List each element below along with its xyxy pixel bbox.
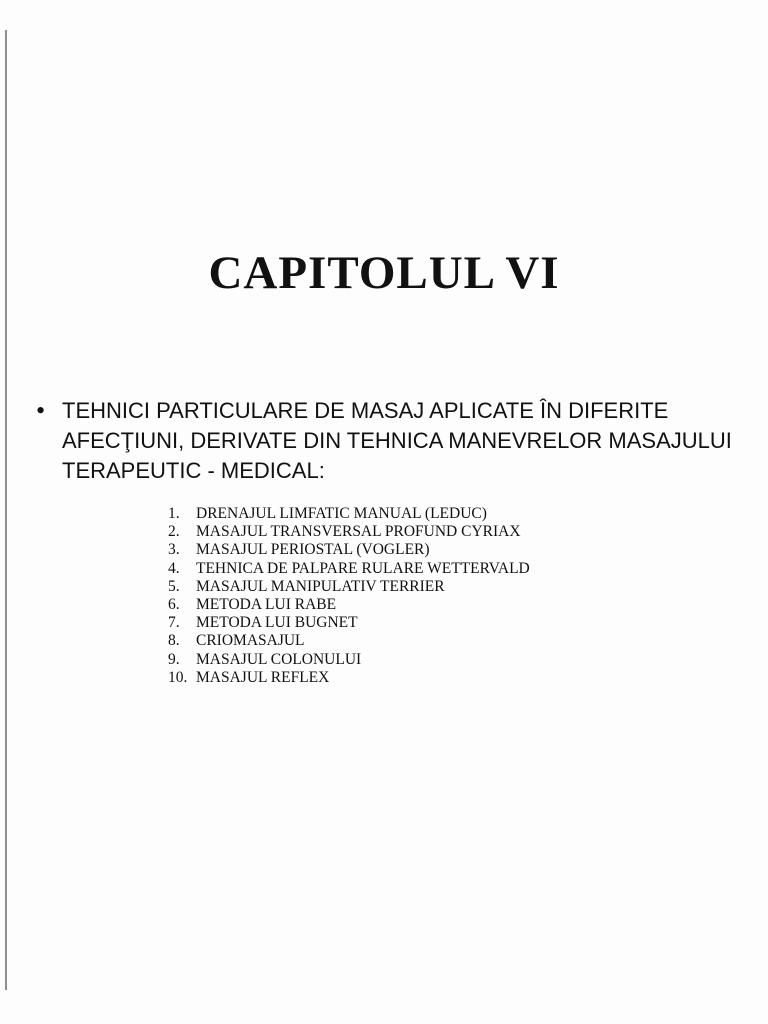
list-item [168,505,530,523]
intro-paragraph [34,396,734,486]
list-item-number: 3. [168,541,180,559]
list-item-number: 2. [168,523,180,541]
list-item [168,632,530,650]
list-item [168,541,530,559]
scan-edge-line [5,30,7,990]
list-item-label: DRENAJUL LIMFATIC MANUAL (LEDUC) [196,505,487,522]
chapter-title: CAPITOLUL VI [208,247,560,299]
list-item-label: MASAJUL TRANSVERSAL PROFUND CYRIAX [196,523,521,541]
list-item [168,560,530,578]
list-item [168,578,530,596]
list-item-label: MASAJUL MANIPULATIV TERRIER [196,577,445,595]
list-item-number: 6. [168,596,180,614]
list-item-label: METODA LUI RABE [196,596,337,614]
list-item [168,614,530,632]
list-item-label: MASAJUL PERIOSTAL (VOGLER) [196,541,430,559]
list-item-label: CRIOMASAJUL [196,632,305,650]
list-item [168,651,530,669]
technique-list [168,505,530,687]
list-item-number: 7. [168,614,180,632]
list-item-label: METODA LUI BUGNET [196,614,358,632]
list-item [168,523,530,541]
list-item-label: MASAJUL REFLEX [196,668,330,686]
list-item-label: MASAJUL COLONULUI [196,650,362,668]
list-item-label: TEHNICA DE PALPARE RULARE WETTERVALD [196,559,530,577]
bullet-icon: • [36,396,46,425]
list-item [168,596,530,614]
list-item-number: 5. [168,577,180,595]
list-item-number: 1. [168,505,180,522]
intro-text: TEHNICI PARTICULARE DE MASAJ APLICATE ÎN DIFERITE AFECŢIUNI, DERIVATE DIN TEHNICA MANEVRELOR MASAJULUI TERAPEUTIC - MEDICAL: [62,398,732,483]
list-item-number: 10. [168,668,188,686]
list-item-number: 4. [168,559,180,577]
list-item-number: 9. [168,650,180,668]
list-item-number: 8. [168,632,180,650]
list-item [168,669,530,687]
